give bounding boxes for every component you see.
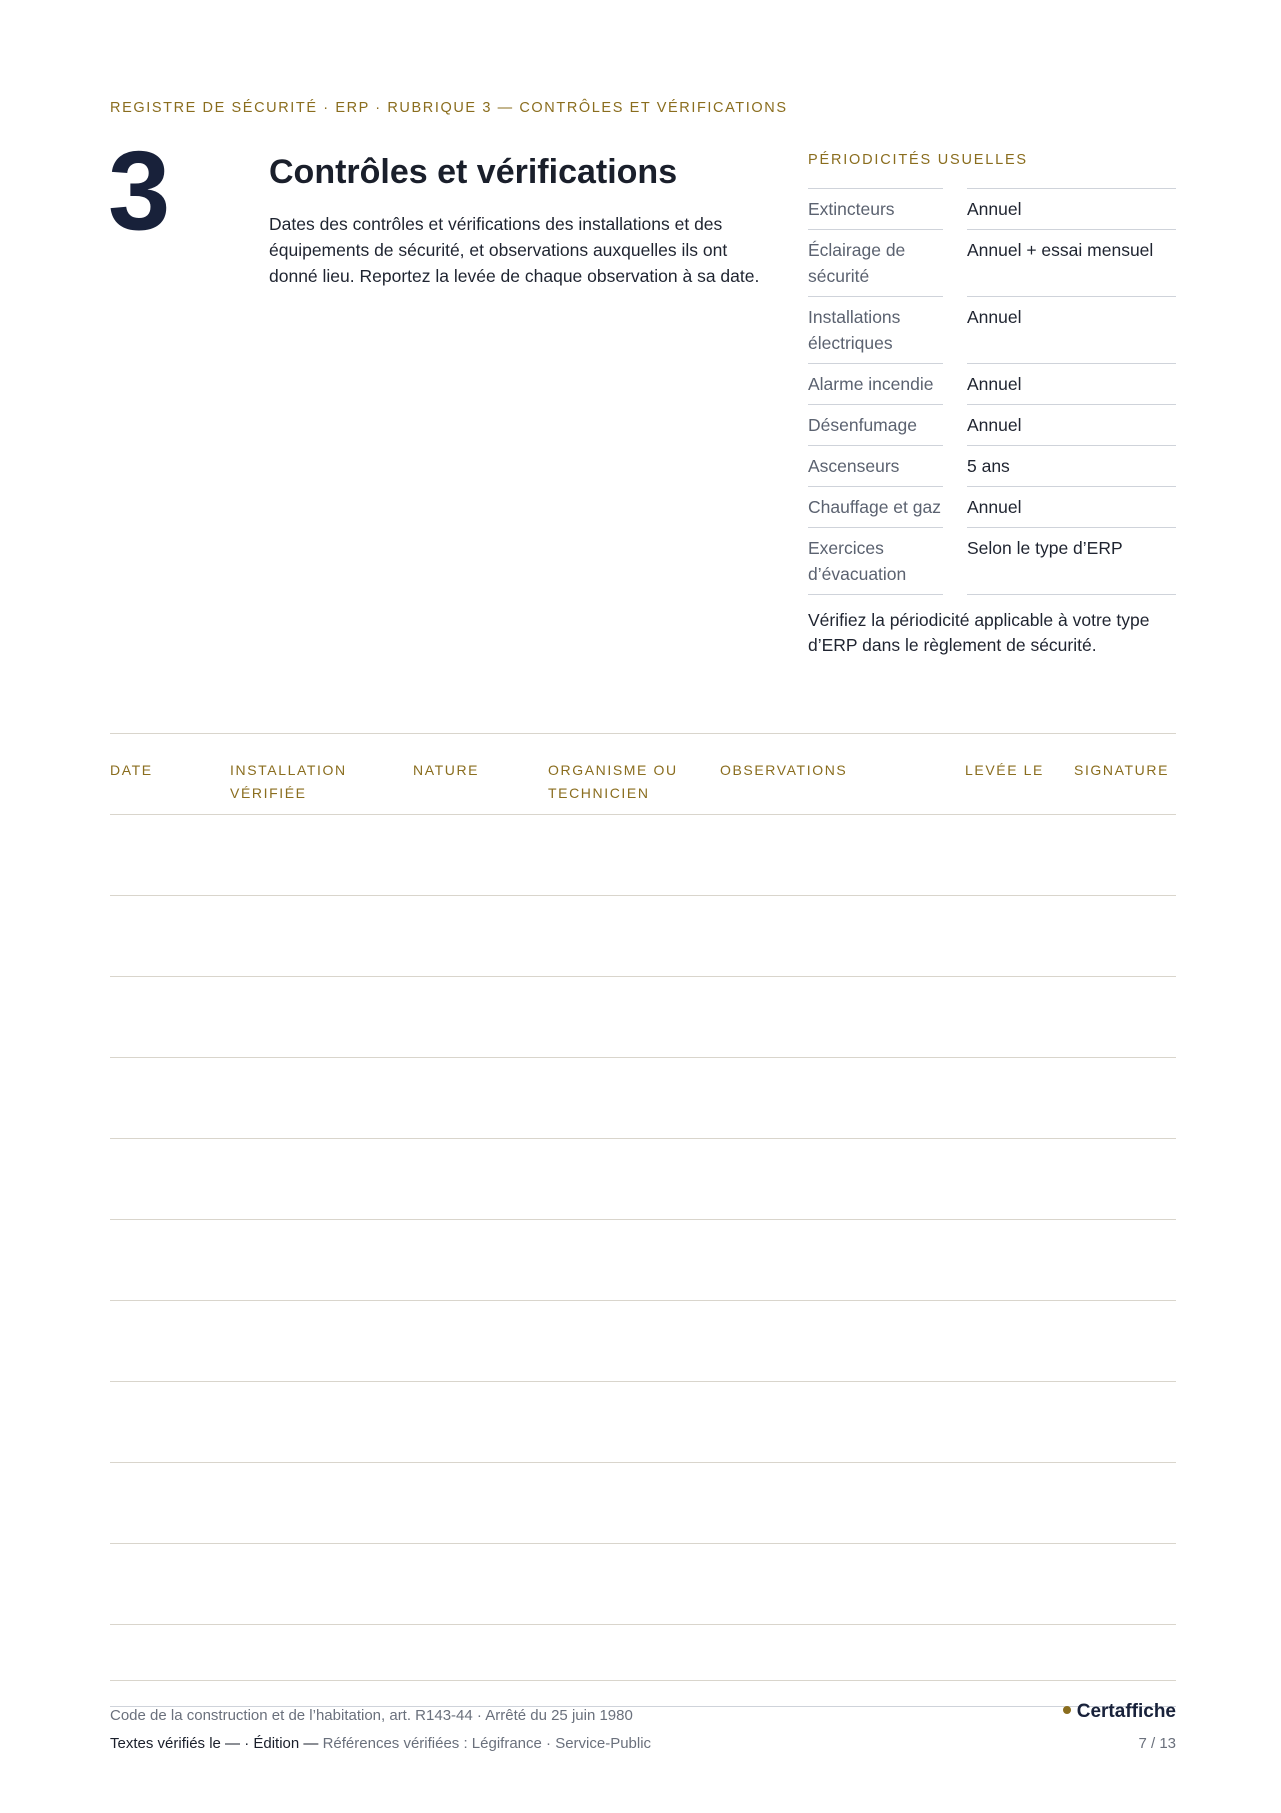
periodicity-row	[808, 527, 1176, 594]
table-row[interactable]	[110, 896, 1176, 977]
periodicity-row	[808, 296, 1176, 363]
periodicity-label: Désenfumage	[808, 404, 943, 445]
periodicity-label: Exercices d’évacuation	[808, 527, 943, 594]
periodicity-note: Vérifiez la périodicité applicable à votre type d’ERP dans le règlement de sécurité.	[808, 610, 1150, 655]
periodicity-value: Annuel	[967, 404, 1176, 445]
periodicity-label: Installations électriques	[808, 296, 943, 363]
periodicity-row	[808, 229, 1176, 296]
periodicity-label: Éclairage de sécurité	[808, 229, 943, 296]
brand-dot-icon	[1063, 1706, 1071, 1714]
footer-sources: Références vérifiées : Légifrance · Service-Public	[322, 1735, 652, 1752]
footer-reference: Code de la construction et de l’habitation, art. R143-44 · Arrêté du 25 juin 1980	[110, 1707, 633, 1724]
periodicity-value: Annuel	[967, 363, 1176, 404]
table-row[interactable]	[110, 1220, 1176, 1301]
periodicity-row	[808, 188, 1176, 229]
periodicity-row	[808, 486, 1176, 527]
column-signature: SIGNATURE	[1074, 762, 1170, 778]
periodicity-value: 5 ans	[967, 445, 1176, 486]
table-row[interactable]	[110, 1382, 1176, 1463]
table-row[interactable]	[110, 1301, 1176, 1382]
periodicity-value: Annuel + essai mensuel	[967, 229, 1176, 296]
column-date: DATE	[110, 762, 153, 778]
periodicity-value: Selon le type d’ERP	[967, 527, 1176, 594]
section-intro: Dates des contrôles et vérifications des installations et des équipements de sécurité, et observations auxquelles ils ont donné lieu. Reportez la levée de chaque observation à sa date.	[269, 214, 760, 286]
periodicity-label: Ascenseurs	[808, 445, 943, 486]
table-header	[110, 733, 1176, 815]
periodicity-row	[808, 404, 1176, 445]
periodicity-label: Chauffage et gaz	[808, 486, 943, 527]
footer-verified-label: Textes vérifiés le — · Édition —	[110, 1735, 319, 1752]
periodicity-label: Alarme incendie	[808, 363, 943, 404]
periodicity-value: Annuel	[967, 296, 1176, 363]
controls-table	[110, 733, 1176, 1681]
page-number: 7 / 13	[1138, 1735, 1176, 1752]
brand-logo	[1063, 1701, 1176, 1723]
table-row[interactable]	[110, 1625, 1176, 1681]
table-row[interactable]	[110, 1058, 1176, 1139]
column-nature: NATURE	[413, 762, 480, 778]
footer-verification	[110, 1735, 651, 1752]
periodicity-panel	[808, 152, 1176, 658]
brand-name: Certaffiche	[1076, 1701, 1176, 1722]
table-row[interactable]	[110, 1463, 1176, 1544]
section-number: 3	[108, 128, 171, 253]
periodicity-label: Extincteurs	[808, 188, 943, 229]
document-eyebrow: REGISTRE DE SÉCURITÉ · ERP · RUBRIQUE 3 — CONTRÔLES ET VÉRIFICATIONS	[110, 100, 788, 116]
table-row[interactable]	[110, 1139, 1176, 1220]
column-levee: LEVÉE LE	[965, 762, 1044, 778]
periodicity-row	[808, 445, 1176, 486]
table-row[interactable]	[110, 977, 1176, 1058]
periodicity-title: PÉRIODICITÉS USUELLES	[808, 152, 1028, 168]
table-row[interactable]	[110, 815, 1176, 896]
column-observations: OBSERVATIONS	[720, 762, 848, 778]
column-organisme: ORGANISME OU TECHNICIEN	[548, 762, 678, 801]
column-installation: INSTALLATION VÉRIFIÉE	[230, 762, 347, 801]
periodicity-row	[808, 363, 1176, 404]
table-row[interactable]	[110, 1544, 1176, 1625]
periodicity-value: Annuel	[967, 486, 1176, 527]
section-title: Contrôles et vérifications	[269, 153, 678, 191]
periodicity-value: Annuel	[967, 188, 1176, 229]
periodicity-bottom-rule	[808, 594, 1176, 595]
